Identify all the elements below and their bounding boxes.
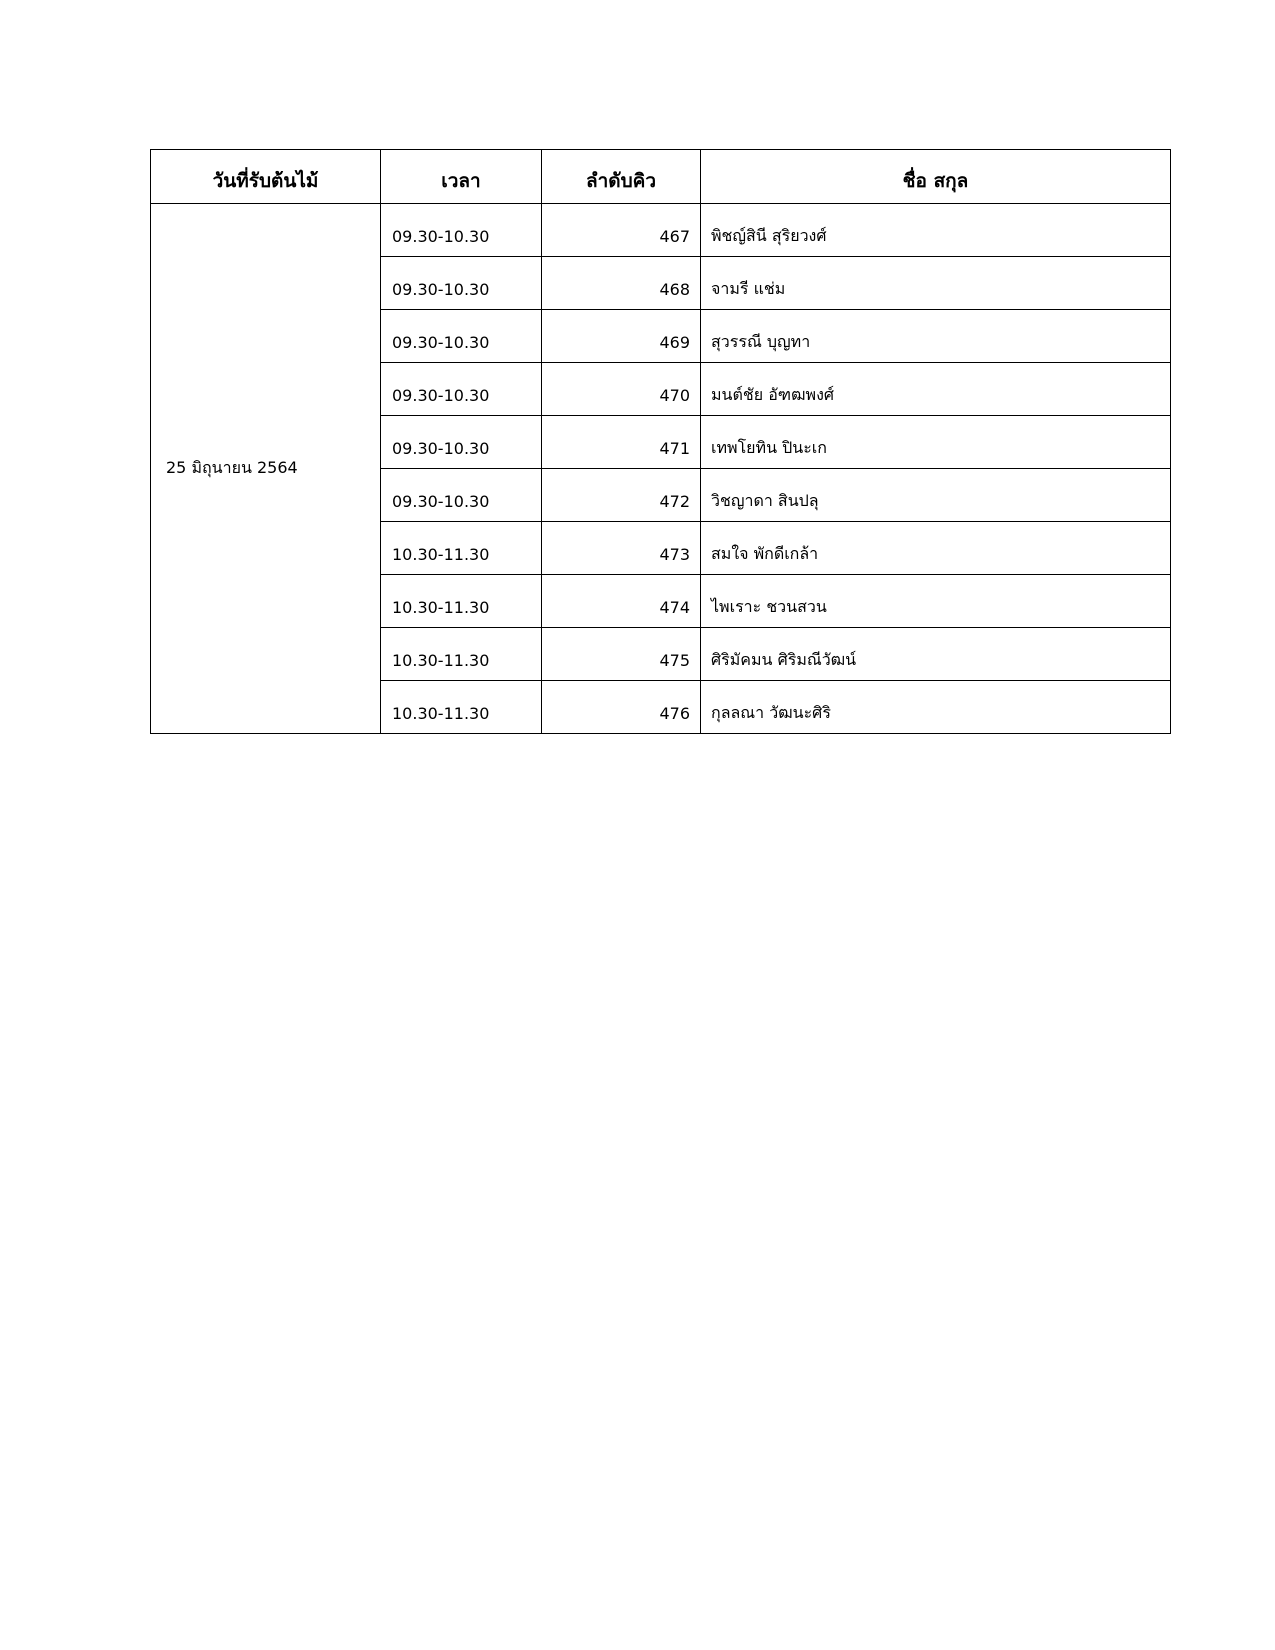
time-cell: 09.30-10.30 (381, 416, 542, 469)
time-cell: 09.30-10.30 (381, 257, 542, 310)
queue-number-cell: 470 (542, 363, 701, 416)
time-cell: 10.30-11.30 (381, 628, 542, 681)
queue-number-cell: 476 (542, 681, 701, 734)
time-cell: 10.30-11.30 (381, 681, 542, 734)
name-cell: เทพโยทิน ปินะเก (701, 416, 1171, 469)
name-cell: พิชญ์สินี สุริยวงศ์ (701, 204, 1171, 257)
name-cell: วิชญาดา สินปลุ (701, 469, 1171, 522)
queue-table (150, 149, 1171, 734)
name-cell: ไพเราะ ชวนสวน (701, 575, 1171, 628)
queue-number-cell: 469 (542, 310, 701, 363)
table-header-row (151, 150, 1171, 204)
name-cell: สุวรรณี บุญทา (701, 310, 1171, 363)
name-cell: สมใจ พักดีเกล้า (701, 522, 1171, 575)
header-name: ชื่อ สกุล (701, 150, 1171, 204)
time-cell: 09.30-10.30 (381, 363, 542, 416)
queue-number-cell: 474 (542, 575, 701, 628)
time-cell: 09.30-10.30 (381, 310, 542, 363)
header-time: เวลา (381, 150, 542, 204)
queue-number-cell: 472 (542, 469, 701, 522)
queue-number-cell: 468 (542, 257, 701, 310)
header-date: วันที่รับต้นไม้ (151, 150, 381, 204)
date-cell: 25 มิถุนายน 2564 (151, 204, 381, 734)
time-cell: 10.30-11.30 (381, 575, 542, 628)
time-cell: 09.30-10.30 (381, 469, 542, 522)
table-row (151, 204, 1171, 257)
name-cell: มนต์ชัย อัฑฒพงศ์ (701, 363, 1171, 416)
queue-number-cell: 473 (542, 522, 701, 575)
queue-number-cell: 475 (542, 628, 701, 681)
time-cell: 09.30-10.30 (381, 204, 542, 257)
queue-number-cell: 467 (542, 204, 701, 257)
queue-number-cell: 471 (542, 416, 701, 469)
name-cell: กุลลณา วัฒนะศิริ (701, 681, 1171, 734)
name-cell: ศิริมัคมน ศิริมณีวัฒน์ (701, 628, 1171, 681)
header-queue: ลำดับคิว (542, 150, 701, 204)
name-cell: จามรี แช่ม (701, 257, 1171, 310)
time-cell: 10.30-11.30 (381, 522, 542, 575)
